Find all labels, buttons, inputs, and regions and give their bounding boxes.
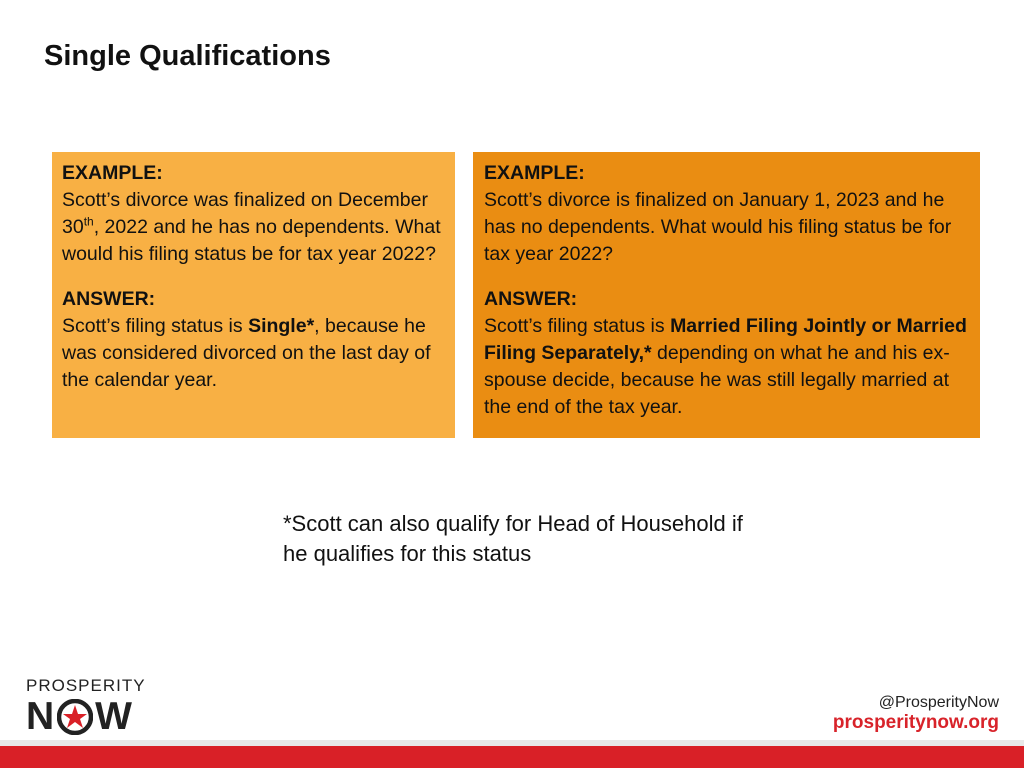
logo-letter-w: W bbox=[95, 695, 133, 738]
answer-label: ANSWER: bbox=[62, 288, 156, 310]
website-link[interactable]: prosperitynow.org bbox=[832, 712, 999, 733]
answer-label: ANSWER: bbox=[484, 288, 578, 310]
footnote: *Scott can also qualify for Head of Household if he qualifies for this status bbox=[283, 511, 743, 566]
page-title: Single Qualifications bbox=[44, 40, 331, 72]
example-card-single bbox=[52, 152, 455, 438]
logo-star-o-icon bbox=[57, 699, 93, 735]
answer-text bbox=[484, 313, 970, 421]
answer-text-2: , because he was considered divorced on the last day of the calendar year. bbox=[62, 315, 431, 391]
answer-text bbox=[62, 313, 445, 394]
question-text-1: Scott’s divorce was finalized on December 30 bbox=[62, 189, 428, 238]
answer-status: Single* bbox=[248, 315, 315, 337]
example-label: EXAMPLE: bbox=[484, 162, 585, 184]
prosperity-now-logo bbox=[26, 676, 146, 736]
example-label: EXAMPLE: bbox=[62, 162, 163, 184]
logo-top-text: PROSPERITY bbox=[26, 676, 146, 695]
logo-now-text bbox=[26, 695, 146, 738]
question-text-2: , 2022 and he has no dependents. What would his filing status be for tax year 2022? bbox=[62, 216, 441, 265]
answer-text-1: Scott’s filing status is bbox=[62, 315, 249, 337]
social-handle: @ProsperityNow bbox=[878, 694, 999, 711]
example-card-married bbox=[473, 152, 980, 438]
answer-text-1: Scott’s filing status is bbox=[484, 315, 671, 337]
example-question: Scott’s divorce is finalized on January 1, 2023 and he has no dependents. What would his filing status be for tax year 2022? bbox=[484, 189, 952, 265]
ordinal-suffix: th bbox=[83, 214, 94, 229]
footer-bar bbox=[0, 746, 1024, 768]
logo-letter-n: N bbox=[26, 695, 56, 738]
answer-text-2: depending on what he and his ex-spouse decide, because he was still legally married at the end of the tax year. bbox=[484, 342, 950, 418]
example-question bbox=[62, 187, 445, 268]
answer-status: Married Filing Jointly or Married Filing Separately,* bbox=[484, 315, 967, 364]
